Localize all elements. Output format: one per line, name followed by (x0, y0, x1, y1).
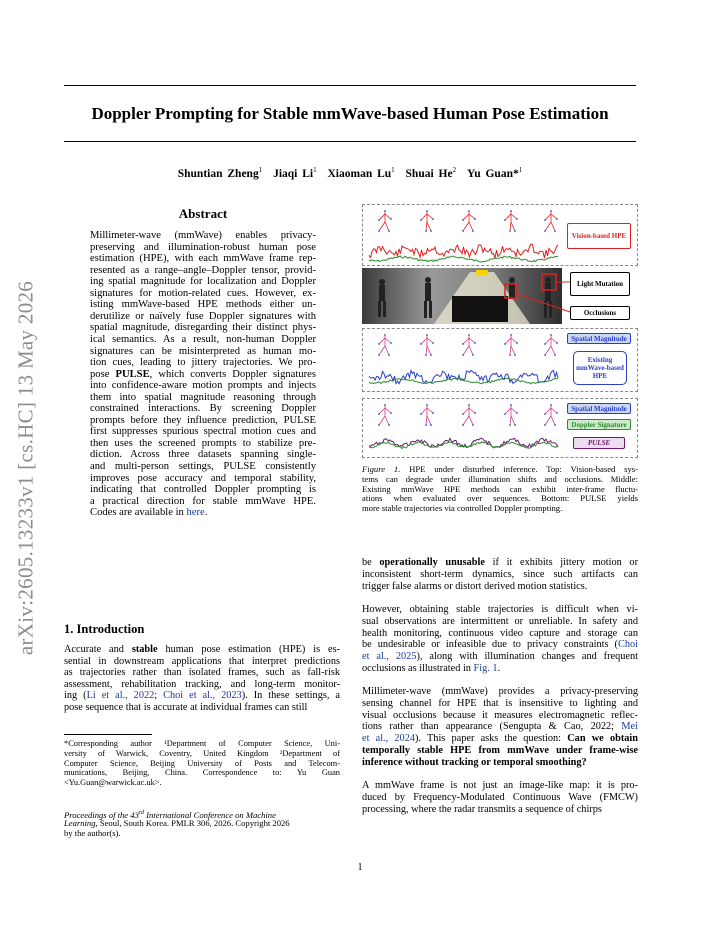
skeleton-joint (420, 219, 422, 221)
skeleton-bone (545, 346, 551, 355)
text-line: indicating that controlled Doppler prompting is (90, 484, 316, 496)
skeleton-bone (545, 338, 551, 344)
skeleton-bone (385, 222, 389, 231)
skeleton-bone (427, 338, 433, 343)
skeleton-joint (544, 354, 546, 356)
skeleton-joint (550, 210, 552, 212)
text-line: signatures for motion-related cues. However, ex- (90, 287, 316, 299)
text-line: A mmWave frame is not just an image-like map: it is pro- (362, 780, 638, 791)
text-line: sential in downstream applications that interpret predictions (64, 655, 340, 667)
author: Xiaoman Lu$^1$ (327, 166, 395, 180)
skeleton-joint (378, 354, 380, 356)
skeleton-bone (510, 346, 511, 355)
existing-panel (362, 328, 638, 392)
skeleton-bone (427, 408, 433, 413)
text-line: pose PULSE, which converts Doppler signatures (90, 368, 316, 380)
text-line: versity of Warwick, Coventry, United Kingdom ²Department of (64, 748, 340, 758)
skeleton-bone (463, 416, 469, 425)
text-line: them into spatial magnitude reasoning through (90, 391, 316, 403)
skeleton-bone (511, 408, 517, 413)
text-line: Codes are available in here. (90, 507, 208, 519)
text-line: duced by Frequency-Modulated Continuous Wave (FMCW) (362, 791, 638, 803)
text-line: assessment, rehabilitation tracking, and long-term monitor- (64, 678, 340, 690)
skeleton-bone (511, 222, 515, 231)
skeleton-bone (463, 408, 469, 414)
scene-illustration (362, 268, 638, 324)
text-line: *Corresponding author ¹Department of Computer Science, Uni- (64, 739, 340, 748)
skeleton-joint (462, 424, 464, 426)
skeleton-joint (430, 424, 432, 426)
label-doppler-signature: Doppler Signature (567, 419, 631, 430)
skeleton-joint (510, 210, 512, 212)
skeleton-bone (427, 214, 433, 219)
skeleton-joint (388, 354, 390, 356)
skeleton-bone (463, 222, 469, 231)
skeleton-joint (504, 413, 506, 415)
caption-line: ations when evaluated over sequences. Bottom: PULSE yields (362, 493, 638, 504)
skeleton-joint (516, 218, 518, 220)
label-light-mutation: Light Mutation (570, 272, 630, 296)
skeleton-bone (426, 346, 427, 355)
text-line: Millimeter-wave (mmWave) provides a privacy-preserving (362, 686, 638, 697)
text-line: tion cues, leading to jittery trajectories. We pro- (90, 357, 316, 369)
label-spatial-magnitude: Spatial Magnitude (567, 403, 631, 414)
text-line: and multi-person settings, PULSE consistently (90, 461, 316, 472)
skeleton-bone (551, 346, 555, 355)
label-spatial-magnitude: Spatial Magnitude (567, 333, 631, 344)
text-line: prompts before they influence prediction, PULSE (90, 414, 316, 426)
skeleton-joint (420, 413, 422, 415)
text-line: Proceedings of the 43rd International Conference on Machine (64, 809, 276, 820)
skeleton-bone (469, 222, 473, 231)
text-line: <Yu.Guan@warwick.ac.uk>. (64, 778, 162, 788)
skeleton-joint (390, 218, 392, 220)
skeleton-joint (462, 413, 464, 415)
text-line: preserving and illumination-robust human pose (90, 241, 316, 253)
skeleton-joint (514, 424, 516, 426)
skeleton-joint (474, 412, 476, 414)
skeleton-joint (472, 230, 474, 232)
paper-title: Doppler Prompting for Stable mmWave-based Human Pose Estimation (91, 104, 609, 123)
text-line: sensing channel for HPE that is insensitive to lighting and (362, 697, 638, 709)
skeleton-bone (379, 416, 385, 425)
author: Jiaqi Li$^1$ (273, 166, 317, 180)
skeleton-joint (509, 230, 511, 232)
author: Yu Guan*$^1$ (466, 166, 523, 180)
skeleton-bone (505, 408, 511, 414)
title-bottom-rule (64, 141, 636, 142)
skeleton-joint (384, 210, 386, 212)
skeleton-joint (514, 354, 516, 356)
text-line: isting mmWave-based HPE methods either un- (90, 299, 316, 311)
lamp-icon (476, 270, 488, 275)
abstract-heading: Abstract (178, 206, 228, 221)
text-line: visual occlusions because it measures electromagnetic reflec- (362, 709, 638, 721)
skeleton-joint (384, 404, 386, 406)
text-line: into confidence-aware motion prompts and injects (90, 380, 316, 392)
text-line: et al., 2025), along with illumination changes and frequent (362, 651, 638, 663)
skeleton-bone (511, 346, 515, 355)
skeleton-joint (544, 413, 546, 415)
text-line: signatures can be misinterpreted as human mo- (90, 345, 316, 357)
text-line: sual observations are intermittent or unreliable. In safety and (362, 615, 638, 627)
skeleton-bone (385, 338, 391, 343)
skeleton-bone (551, 338, 557, 343)
text-line: et al., 2024). This paper asks the question: Can we obtain (362, 733, 638, 745)
vision-panel (362, 204, 638, 266)
label-pulse: PULSE (573, 437, 625, 449)
skeleton-bone (545, 222, 551, 231)
ground-truth-line (369, 256, 558, 262)
skeleton-joint (388, 424, 390, 426)
skeleton-joint (544, 424, 546, 426)
skeleton-joint (430, 230, 432, 232)
skeleton-bone (511, 338, 517, 343)
skeleton-joint (514, 230, 516, 232)
skeleton-bone (421, 214, 427, 220)
text-line: Computer Science, Beijing University of Posts and Telecom- (64, 758, 340, 768)
text-line: be operationally unusable if it exhibits jittery motion or (362, 557, 638, 568)
skeleton-joint (544, 230, 546, 232)
text-line: inference without tracking or temporal smoothing? (362, 756, 587, 768)
figure-1 (362, 204, 640, 456)
skeleton-joint (509, 424, 511, 426)
skeleton-joint (462, 230, 464, 232)
skeleton-joint (462, 354, 464, 356)
skeleton-bone (551, 408, 557, 413)
skeleton-joint (556, 412, 558, 414)
skeleton-bone (551, 214, 557, 219)
caption-line: Existing mmWave HPE methods can exhibit inter-frame fluctu- (362, 483, 638, 494)
skeleton-joint (432, 218, 434, 220)
skeleton-joint (544, 343, 546, 345)
skeleton-bone (551, 222, 555, 231)
caption-line: Figure 1. HPE under disturbed inference. Top: Vision-based sys- (362, 464, 638, 474)
text-line: first suppresses spurious spectral motion cues and (90, 426, 316, 438)
skeleton-joint (390, 412, 392, 414)
skeleton-bone (379, 214, 385, 220)
pulse-panel (362, 398, 638, 458)
skeleton-joint (556, 218, 558, 220)
skeleton-bone (511, 214, 517, 219)
skeleton-joint (378, 424, 380, 426)
skeleton-joint (425, 424, 427, 426)
text-line: pose sequence that is accurate at individual frames can still (64, 702, 308, 713)
skeleton-joint (504, 343, 506, 345)
author-list (64, 166, 636, 180)
skeleton-joint (430, 354, 432, 356)
author: Shuntian Zheng$^1$ (177, 166, 263, 180)
skeleton-joint (468, 334, 470, 336)
skeleton-row (378, 334, 558, 356)
text-line: spatial magnitude, disregarding their distinct phys- (90, 322, 316, 334)
text-line: However, obtaining stable trajectories is difficult when vi- (362, 604, 638, 615)
top-rule (64, 85, 636, 86)
text-line: Accurate and stable human pose estimation (HPE) is es- (64, 644, 341, 655)
skeleton-joint (384, 334, 386, 336)
skeleton-bone (545, 416, 551, 425)
skeleton-bone (385, 214, 391, 219)
skeleton-joint (388, 230, 390, 232)
text-line: diction. Across three datasets spanning single- (90, 449, 316, 461)
skeleton-joint (425, 354, 427, 356)
skeleton-bone (511, 416, 515, 425)
skeleton-joint (554, 424, 556, 426)
skeleton-joint (468, 404, 470, 406)
skeleton-bone (469, 416, 473, 425)
skeleton-joint (462, 219, 464, 221)
skeleton-bone (545, 214, 551, 220)
skeleton-bone (463, 338, 469, 344)
text-line: estimation (HPE), with each mmWave frame rep- (90, 253, 316, 265)
skeleton-bone (379, 338, 385, 344)
label-vision-hpe: Vision-based HPE (567, 223, 631, 249)
text-line: derutilize or naïvely fuse Doppler signatures with (90, 310, 316, 322)
skeleton-joint (432, 342, 434, 344)
skeleton-joint (420, 343, 422, 345)
skeleton-bone (427, 346, 431, 355)
text-line: occlusions as illustrated in Fig. 1. (362, 663, 501, 674)
text-line: ical semantics. As a result, non-human Doppler (90, 333, 316, 345)
skeleton-bone (510, 416, 511, 425)
text-line: tions rather than appearance (Sengupta & Cao, 2022; Mei (362, 721, 638, 733)
skeleton-joint (516, 342, 518, 344)
skeleton-bone (463, 346, 469, 355)
skeleton-joint (516, 412, 518, 414)
text-line: improves pose accuracy and temporal stability, (90, 472, 316, 484)
skeleton-joint (378, 413, 380, 415)
skeleton-joint (556, 342, 558, 344)
skeleton-joint (554, 354, 556, 356)
code-link[interactable]: here (186, 507, 205, 519)
text-line: inconsistent short-term dynamics, since such artifacts can (362, 568, 638, 580)
skeleton-joint (426, 404, 428, 406)
skeleton-bone (551, 416, 555, 425)
text-line: resented as a range–angle–Doppler tensor, provid- (90, 264, 316, 276)
skeleton-bone (427, 222, 431, 231)
skeleton-bone (469, 408, 475, 413)
skeleton-joint (509, 354, 511, 356)
text-line: health monitoring, continuous video capture and storage can (362, 627, 638, 639)
skeleton-bone (379, 222, 385, 231)
text-line: Learning, Seoul, South Korea. PMLR 306, 2026. Copyright 2026 (64, 818, 290, 828)
text-line: be undesirable or infeasible due to privacy constraints (Choi (362, 639, 638, 651)
skeleton-bone (421, 408, 427, 414)
author: Shuai He$^2$ (405, 166, 457, 180)
skeleton-joint (378, 343, 380, 345)
skeleton-joint (426, 210, 428, 212)
skeleton-joint (425, 230, 427, 232)
text-line: then uses the screened prompts to stabilize pre- (90, 437, 316, 449)
skeleton-joint (510, 404, 512, 406)
skeleton-bone (427, 416, 431, 425)
arxiv-stamp: arXiv:2605.13233v1 [cs.HC] 13 May 2026 (13, 280, 38, 656)
text-line: Millimeter-wave (mmWave) enables privacy- (90, 230, 316, 241)
skeleton-joint (554, 230, 556, 232)
skeleton-joint (378, 219, 380, 221)
skeleton-row (378, 404, 558, 426)
skeleton-joint (504, 219, 506, 221)
vision-trajectory-line (369, 244, 558, 258)
skeleton-bone (463, 214, 469, 220)
text-line: ing (Li et al., 2022; Choi et al., 2023). In these settings, a (64, 690, 340, 702)
skeleton-joint (544, 219, 546, 221)
skeleton-bone (426, 222, 427, 231)
skeleton-bone (505, 214, 511, 220)
skeleton-joint (468, 210, 470, 212)
section-heading-introduction: 1. Introduction (64, 622, 145, 636)
existing-trajectory-line (369, 370, 558, 384)
text-line: temporally stable HPE from mmWave under frame-wise (362, 745, 638, 756)
text-line: constrained interactions. By screening Doppler (90, 403, 316, 415)
skeleton-bone (505, 338, 511, 344)
skeleton-bone (469, 214, 475, 219)
skeleton-joint (550, 404, 552, 406)
skeleton-joint (472, 424, 474, 426)
text-line: as trajectories rather than isolated frames, such as fall-risk (64, 667, 340, 679)
skeleton-bone (421, 338, 427, 344)
skeleton-joint (550, 334, 552, 336)
pulse-trajectory-line (369, 438, 558, 447)
skeleton-joint (432, 412, 434, 414)
skeleton-joint (426, 334, 428, 336)
text-line: a practical direction for stable mmWave HPE. (90, 495, 316, 507)
skeleton-bone (385, 408, 391, 413)
skeleton-bone (385, 416, 389, 425)
skeleton-joint (390, 342, 392, 344)
skeleton-bone (379, 408, 385, 414)
skeleton-row (378, 210, 558, 232)
text-line: ing spatial magnitude for localization and Doppler (90, 276, 316, 288)
caption-line: more stable trajectories via controlled Doppler prompting. (362, 503, 563, 514)
text-line: munications, Beijing, China. Correspondence to: Yu Guan (64, 768, 340, 778)
skeleton-joint (472, 354, 474, 356)
skeleton-bone (545, 408, 551, 414)
label-occlusions: Occlusions (570, 306, 630, 320)
page-number: 1 (357, 862, 363, 873)
skeleton-bone (426, 416, 427, 425)
skeleton-joint (474, 342, 476, 344)
skeleton-bone (385, 346, 389, 355)
skeleton-bone (379, 346, 385, 355)
skeleton-bone (469, 338, 475, 343)
skeleton-joint (474, 218, 476, 220)
text-line: by the author(s). (64, 828, 121, 838)
occluding-box (452, 296, 508, 322)
text-line: processing, where the radar transmits a sequence of chirps (362, 803, 602, 815)
skeleton-bone (510, 222, 511, 231)
skeleton-joint (510, 334, 512, 336)
caption-line: tems can degrade under illumination shifts and occlusions. Middle: (362, 473, 638, 484)
label-existing-hpe: Existing mmWave-based HPE (573, 351, 627, 385)
skeleton-joint (462, 343, 464, 345)
text-line: trigger false alarms or distort derived motion statistics. (362, 580, 588, 592)
footnote-rule (64, 734, 152, 735)
skeleton-bone (469, 346, 473, 355)
skeleton-joint (378, 230, 380, 232)
